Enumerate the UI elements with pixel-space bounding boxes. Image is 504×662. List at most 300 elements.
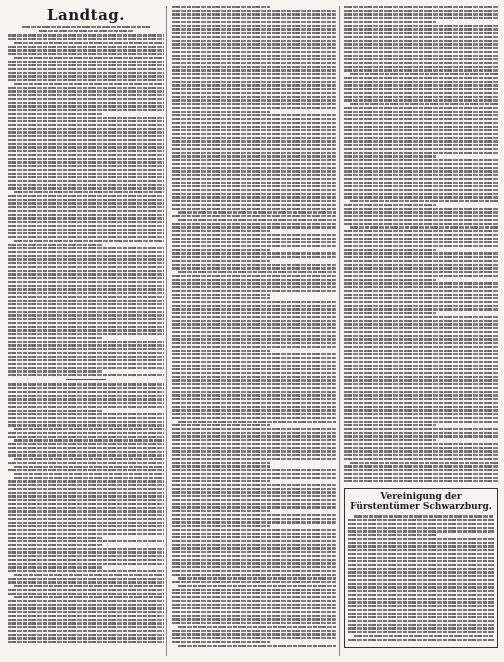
text-line (172, 58, 336, 60)
text-line (8, 634, 164, 636)
text-line (8, 288, 164, 290)
text-line (172, 480, 270, 482)
text-line (344, 66, 498, 68)
text-line (8, 94, 164, 96)
text-line (344, 111, 498, 113)
text-line (8, 522, 164, 524)
text-line (14, 458, 164, 460)
text-line (344, 264, 498, 266)
text-line (8, 113, 102, 115)
text-line (8, 318, 164, 320)
column-rule (339, 6, 340, 656)
text-line (348, 560, 494, 562)
text-line (172, 13, 336, 15)
text-line (348, 557, 494, 559)
text-line (172, 439, 336, 441)
text-line (8, 518, 164, 520)
text-line (344, 279, 436, 281)
text-line (14, 473, 164, 475)
text-line (344, 394, 498, 396)
text-line (344, 62, 498, 64)
text-line (344, 129, 498, 131)
text-line (8, 544, 102, 546)
text-line (8, 46, 164, 48)
box-headline: Vereinigung der Fürstentümer Schwarzburg. (350, 492, 492, 513)
text-line (344, 28, 498, 30)
text-line (8, 296, 164, 298)
article-headline: Landtag. (46, 6, 126, 24)
text-line (172, 413, 336, 415)
text-line (172, 323, 336, 325)
text-line (344, 350, 498, 352)
text-line (8, 314, 164, 316)
text-line (344, 249, 436, 251)
text-line (172, 525, 270, 527)
text-line (344, 211, 498, 213)
text-line (172, 204, 336, 206)
text-line (8, 169, 164, 171)
text-line (8, 451, 164, 453)
text-line (348, 616, 494, 618)
text-line (344, 219, 498, 221)
text-line (344, 126, 498, 128)
text-line (8, 109, 164, 111)
text-line (172, 226, 336, 228)
text-line (8, 292, 164, 294)
text-line (178, 219, 336, 221)
text-line (8, 424, 164, 426)
text-line (172, 477, 336, 479)
text-line (172, 469, 336, 471)
text-line (8, 64, 164, 66)
text-line (8, 537, 102, 539)
text-line (8, 53, 164, 55)
text-line (344, 458, 498, 460)
text-line (172, 62, 336, 64)
text-line (344, 443, 498, 445)
text-line (172, 574, 336, 576)
text-line (172, 133, 336, 135)
text-line (8, 395, 164, 397)
text-line (14, 439, 164, 441)
text-line (344, 320, 498, 322)
text-line (172, 252, 336, 254)
text-line (172, 107, 336, 109)
text-line (8, 413, 164, 415)
text-line (8, 102, 164, 104)
text-line (172, 338, 336, 340)
text-line (344, 245, 498, 247)
text-line (172, 514, 336, 516)
text-line (172, 51, 336, 53)
text-line (172, 379, 336, 381)
text-line (348, 605, 494, 607)
text-line (8, 49, 164, 51)
text-line (172, 144, 336, 146)
text-line (344, 480, 498, 482)
text-line (348, 583, 494, 585)
text-line (344, 353, 498, 355)
text-line (8, 514, 164, 516)
text-line (172, 510, 270, 512)
text-line (172, 118, 336, 120)
text-line (172, 126, 336, 128)
text-line (172, 365, 336, 367)
text-line (172, 114, 336, 116)
text-line (172, 570, 336, 572)
text-line (172, 84, 336, 86)
text-line (172, 611, 336, 613)
body-text (344, 6, 498, 482)
text-line (344, 406, 498, 408)
text-line (8, 173, 164, 175)
text-line (8, 244, 102, 246)
text-line (172, 432, 336, 434)
text-line (172, 488, 336, 490)
text-line (344, 140, 498, 142)
text-line (344, 335, 498, 337)
text-line (8, 229, 164, 231)
text-line (172, 167, 336, 169)
text-line (172, 465, 270, 467)
text-line (348, 601, 494, 603)
text-line (8, 359, 164, 361)
text-line (172, 533, 336, 535)
text-line (350, 226, 498, 228)
text-line (8, 611, 164, 613)
text-line (344, 271, 498, 273)
text-line (350, 73, 498, 75)
text-line (172, 286, 336, 288)
text-line (8, 525, 164, 527)
text-line (348, 575, 494, 577)
text-line (8, 370, 102, 372)
text-line (344, 421, 498, 423)
text-line (8, 285, 164, 287)
text-line (344, 327, 498, 329)
text-line (172, 92, 336, 94)
text-line (348, 553, 494, 555)
text-line (172, 536, 336, 538)
article-box (344, 488, 498, 647)
text-line (14, 240, 164, 242)
text-line (344, 252, 498, 254)
text-line (344, 387, 498, 389)
text-line (172, 28, 336, 30)
text-line (172, 294, 270, 296)
text-line (172, 122, 336, 124)
text-line (8, 184, 164, 186)
text-line (172, 618, 336, 620)
text-line (8, 75, 164, 77)
body-text (8, 34, 164, 376)
text-line (348, 530, 494, 532)
text-line (8, 383, 164, 385)
text-line (344, 96, 498, 98)
text-line (172, 458, 336, 460)
text-line (172, 189, 336, 191)
text-line (344, 465, 498, 467)
text-line (8, 150, 164, 152)
text-line (344, 133, 498, 135)
text-line (344, 357, 498, 359)
text-line (14, 585, 164, 587)
text-line (344, 32, 498, 34)
text-line (344, 6, 498, 8)
text-line (172, 484, 336, 486)
text-line (172, 245, 336, 247)
text-line (172, 99, 336, 101)
text-line (172, 540, 336, 542)
text-line (348, 590, 494, 592)
column-1 (8, 6, 164, 656)
text-line (8, 202, 164, 204)
text-line (344, 342, 498, 344)
text-line (344, 114, 498, 116)
text-line (8, 507, 164, 509)
text-line (172, 331, 336, 333)
text-line (344, 439, 436, 441)
text-line (172, 394, 336, 396)
text-line (344, 92, 498, 94)
text-line (172, 279, 336, 281)
text-line (172, 589, 336, 591)
text-line (8, 68, 164, 70)
text-line (8, 529, 164, 531)
text-line (344, 58, 498, 60)
text-line (348, 631, 494, 633)
text-line (344, 189, 498, 191)
text-line (8, 578, 164, 580)
text-line (8, 72, 164, 74)
text-line (8, 79, 164, 81)
text-line (8, 277, 164, 279)
text-line (348, 598, 494, 600)
text-line (344, 428, 498, 430)
text-line (172, 499, 336, 501)
text-line (8, 124, 164, 126)
text-line (8, 443, 164, 445)
text-line (172, 81, 336, 83)
text-line (8, 281, 164, 283)
text-line (348, 568, 494, 570)
text-line (348, 549, 494, 551)
text-line (172, 637, 336, 639)
text-line (8, 61, 164, 63)
text-line (344, 454, 498, 456)
text-line (172, 178, 336, 180)
text-line (172, 234, 336, 236)
text-line (354, 635, 494, 637)
text-line (8, 322, 164, 324)
text-line (344, 17, 498, 19)
text-line (8, 258, 164, 260)
text-line (8, 604, 164, 606)
text-line (344, 331, 498, 333)
text-line (348, 624, 494, 626)
text-line (344, 69, 498, 71)
text-line (344, 196, 498, 198)
text-line (8, 139, 164, 141)
text-line (8, 417, 164, 419)
text-line (344, 47, 498, 49)
text-line (172, 435, 336, 437)
text-line (344, 238, 498, 240)
text-line (8, 352, 164, 354)
text-line (8, 436, 164, 438)
text-line (8, 484, 164, 486)
text-line (8, 540, 164, 542)
text-line (344, 365, 498, 367)
text-line (344, 473, 498, 475)
text-line (172, 297, 270, 299)
text-line (344, 290, 498, 292)
text-line (344, 99, 498, 101)
text-line (172, 406, 336, 408)
text-line (172, 305, 336, 307)
text-line (172, 633, 336, 635)
text-line (344, 346, 498, 348)
text-line (172, 622, 336, 624)
text-line (172, 335, 336, 337)
text-line (8, 262, 164, 264)
text-line (344, 55, 498, 57)
text-line (172, 600, 336, 602)
text-line (172, 387, 336, 389)
text-line (8, 326, 164, 328)
text-line (348, 519, 494, 521)
text-line (172, 391, 336, 393)
text-line (344, 469, 498, 471)
text-line (8, 462, 164, 464)
text-line (8, 225, 164, 227)
text-line (344, 477, 498, 479)
text-line (172, 376, 336, 378)
text-line (344, 323, 498, 325)
text-line (172, 6, 270, 8)
text-line (172, 96, 336, 98)
text-line (8, 581, 164, 583)
text-line (344, 432, 498, 434)
text-line (172, 428, 336, 430)
text-line (348, 579, 494, 581)
text-line (172, 301, 336, 303)
text-line (8, 146, 164, 148)
text-line (8, 551, 164, 553)
text-line (172, 238, 336, 240)
text-line (172, 230, 270, 232)
text-line (344, 435, 498, 437)
text-line (344, 21, 436, 23)
text-line (350, 200, 498, 202)
text-line (8, 499, 164, 501)
text-line (172, 641, 270, 643)
text-line (344, 241, 498, 243)
text-line (178, 645, 336, 647)
text-line (172, 152, 336, 154)
text-line (344, 84, 498, 86)
text-line (8, 344, 164, 346)
text-line (172, 77, 336, 79)
text-line (172, 604, 336, 606)
text-line (172, 174, 336, 176)
text-line (172, 47, 336, 49)
text-line (344, 185, 498, 187)
text-line (8, 641, 164, 643)
text-line (172, 402, 336, 404)
text-line (344, 159, 498, 161)
text-line (172, 454, 336, 456)
body-text (172, 6, 336, 647)
text-line (172, 17, 336, 19)
text-line (344, 424, 436, 426)
text-line (344, 40, 498, 42)
text-line (14, 57, 164, 59)
text-line (8, 341, 164, 343)
text-line (14, 428, 164, 430)
text-line (172, 159, 336, 161)
text-line (344, 13, 498, 15)
text-line (344, 88, 498, 90)
text-line (344, 36, 498, 38)
text-line (348, 542, 494, 544)
article-dateline (8, 30, 164, 32)
text-line (172, 372, 336, 374)
text-line (344, 282, 498, 284)
text-line (8, 387, 164, 389)
text-line (344, 148, 498, 150)
text-line (8, 619, 164, 621)
text-line (8, 180, 164, 182)
text-line (172, 32, 336, 34)
text-line (178, 585, 336, 587)
text-line (344, 312, 436, 314)
text-line (344, 155, 436, 157)
text-line (178, 626, 336, 628)
text-line (172, 443, 336, 445)
text-line (8, 559, 164, 561)
text-line (172, 290, 336, 292)
text-line (172, 148, 336, 150)
text-line (8, 488, 164, 490)
text-line (344, 338, 498, 340)
text-line (14, 574, 164, 576)
text-line (14, 83, 164, 85)
text-line (172, 559, 336, 561)
text-line (178, 421, 336, 423)
text-line (348, 639, 494, 641)
text-line (8, 135, 164, 137)
text-line (344, 81, 498, 83)
text-line (8, 303, 164, 305)
text-line (172, 592, 336, 594)
text-line (14, 466, 164, 468)
text-line (172, 383, 336, 385)
text-line (344, 286, 498, 288)
text-line (8, 154, 164, 156)
text-line (8, 630, 164, 632)
text-line (172, 581, 336, 583)
text-line (344, 174, 498, 176)
text-line (14, 596, 164, 598)
text-line (344, 234, 498, 236)
text-line (8, 161, 164, 163)
text-line (344, 193, 498, 195)
text-line (172, 521, 336, 523)
text-line (8, 374, 164, 376)
text-line (344, 215, 498, 217)
article-subheadline (8, 26, 164, 28)
